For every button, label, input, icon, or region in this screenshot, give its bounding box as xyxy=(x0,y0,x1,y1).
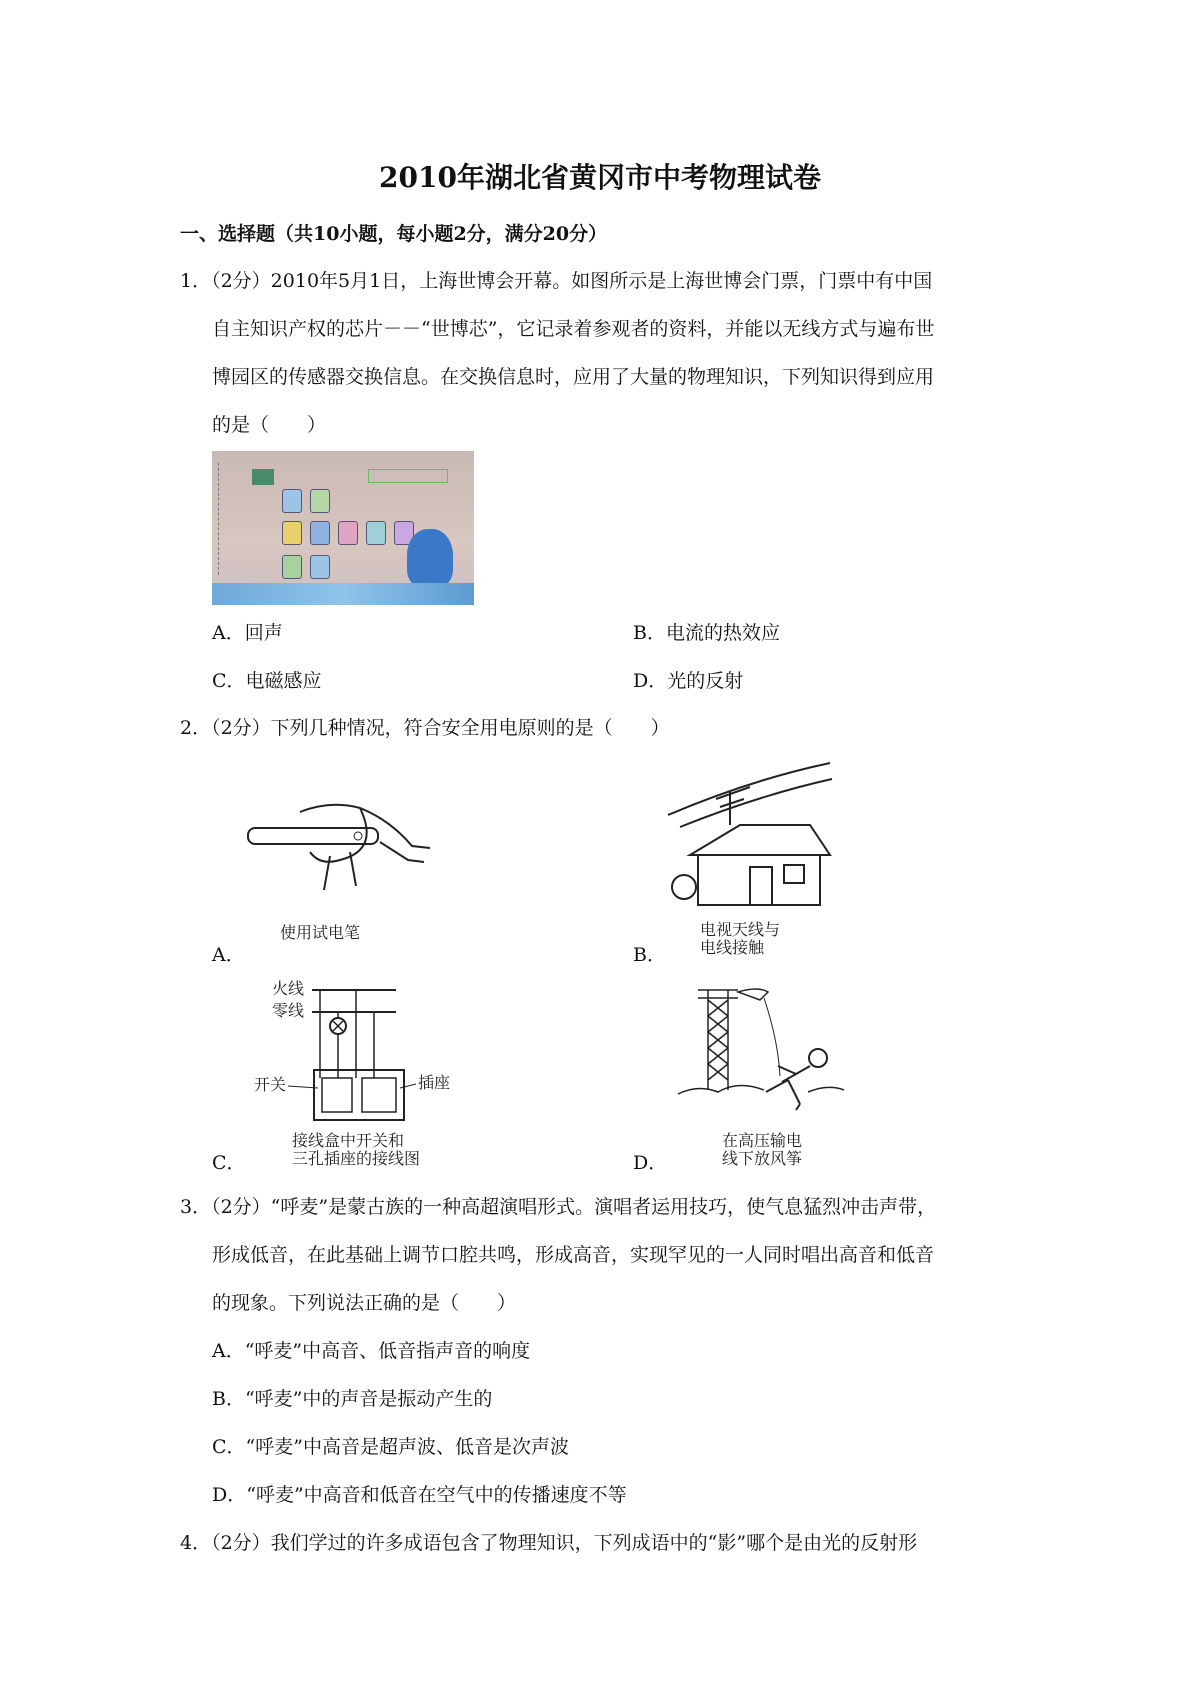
wiring-diagram-figure xyxy=(248,978,468,1168)
fig-b-caption-2: 电线接触 xyxy=(700,938,765,955)
q3-line: 的现象。下列说法正确的是（ ） xyxy=(212,1292,517,1314)
q1-option-a: A．回声 xyxy=(212,622,283,644)
house-outline xyxy=(690,825,830,905)
power-lines xyxy=(668,763,832,827)
label-live-wire: 火线 xyxy=(272,979,305,998)
ticket-tile xyxy=(366,521,386,545)
socket-pointer xyxy=(400,1084,416,1088)
q2-option-d-label: D． xyxy=(633,1152,668,1174)
q1-line: 的是（ ） xyxy=(212,414,327,436)
ticket-tile xyxy=(310,555,330,579)
ticket-tile xyxy=(282,521,302,545)
section-heading: 一、选择题（共10小题，每小题2分，满分20分） xyxy=(180,223,608,245)
tree xyxy=(672,875,696,899)
q3-option-d: D．“呼麦”中高音和低音在空气中的传播速度不等 xyxy=(212,1484,627,1506)
ticket-tile xyxy=(338,521,358,545)
connecting-wires xyxy=(320,990,374,1078)
expo-logo xyxy=(252,469,274,485)
house-door xyxy=(750,867,772,905)
q3-option-c: C．“呼麦”中高音是超声波、低音是次声波 xyxy=(212,1436,569,1458)
fig-b-caption-1: 电视天线与 xyxy=(700,920,781,939)
q2-stem: 2．（2分）下列几种情况，符合安全用电原则的是（ ） xyxy=(180,717,670,739)
hand-outline xyxy=(300,805,430,890)
fig-c-caption-1: 接线盒中开关和 xyxy=(292,1131,405,1150)
test-pen-tip xyxy=(354,832,362,840)
page-title: 2010年湖北省黄冈市中考物理试卷 xyxy=(379,161,821,194)
q3-line: 3．（2分）“呼麦”是蒙古族的一种高超演唱形式。演唱者运用技巧，使气息猛烈冲击声带， xyxy=(180,1196,937,1218)
kite xyxy=(738,989,768,1000)
switch-box xyxy=(322,1078,352,1112)
fig-d-caption-2: 线下放风筝 xyxy=(722,1149,803,1168)
fig-d-caption-1: 在高压输电 xyxy=(722,1131,803,1150)
q1-line: 自主知识产权的芯片－－“世博芯”，它记录着参观者的资料，并能以无线方式与遍布世 xyxy=(212,318,935,340)
person-body xyxy=(766,1066,810,1110)
q1-option-d: D．光的反射 xyxy=(633,670,744,692)
ticket-wave-band xyxy=(212,583,474,605)
ticket-tile xyxy=(282,555,302,579)
q3-option-a: A．“呼麦”中高音、低音指声音的响度 xyxy=(212,1340,531,1362)
ticket-tile xyxy=(310,521,330,545)
q4-line: 4．（2分）我们学过的许多成语包含了物理知识，下列成语中的“影”哪个是由光的反射形 xyxy=(180,1532,918,1554)
ticket-tile xyxy=(282,489,302,513)
fig-a-caption: 使用试电笔 xyxy=(280,923,361,942)
lamp-cross xyxy=(333,1021,343,1031)
kite-string xyxy=(764,998,780,1076)
antenna xyxy=(716,787,750,825)
q1-option-b: B．电流的热效应 xyxy=(633,622,780,644)
q3-option-b: B．“呼麦”中的声音是振动产生的 xyxy=(212,1388,493,1410)
q2-option-b-label: B． xyxy=(633,944,666,966)
q3-line: 形成低音，在此基础上调节口腔共鸣，形成高音，实现罕见的一人同时唱出高音和低音 xyxy=(212,1244,935,1266)
pylon xyxy=(708,990,728,1090)
test-pen-body xyxy=(248,828,378,844)
q2-option-a-label: A． xyxy=(212,944,245,966)
label-socket: 插座 xyxy=(418,1073,451,1092)
q1-line: 1．（2分）2010年5月1日，上海世博会开幕。如图所示是上海世博会门票，门票中有中国 xyxy=(180,270,933,292)
socket-box xyxy=(362,1078,396,1112)
q2-option-c-label: C． xyxy=(212,1152,246,1174)
ticket-text-strip xyxy=(218,463,231,575)
ticket-tile xyxy=(310,489,330,513)
q1-line: 博园区的传感器交换信息。在交换信息时，应用了大量的物理知识，下列知识得到应用 xyxy=(212,366,935,388)
label-neutral-wire: 零线 xyxy=(272,1001,305,1020)
test-pen-figure xyxy=(240,790,440,950)
expo-ticket-image xyxy=(212,451,474,605)
mascot-figure xyxy=(407,529,453,587)
house-window xyxy=(784,865,804,883)
ticket-header-box xyxy=(368,469,448,483)
person-head xyxy=(809,1049,827,1067)
label-switch: 开关 xyxy=(254,1075,287,1094)
pylon-arms xyxy=(698,990,738,998)
q1-option-c: C．电磁感应 xyxy=(212,670,322,692)
ground-hills xyxy=(678,1085,844,1094)
tv-antenna-figure xyxy=(660,755,840,955)
kite-figure xyxy=(668,980,848,1170)
fig-c-caption-2: 三孔插座的接线图 xyxy=(292,1149,421,1168)
